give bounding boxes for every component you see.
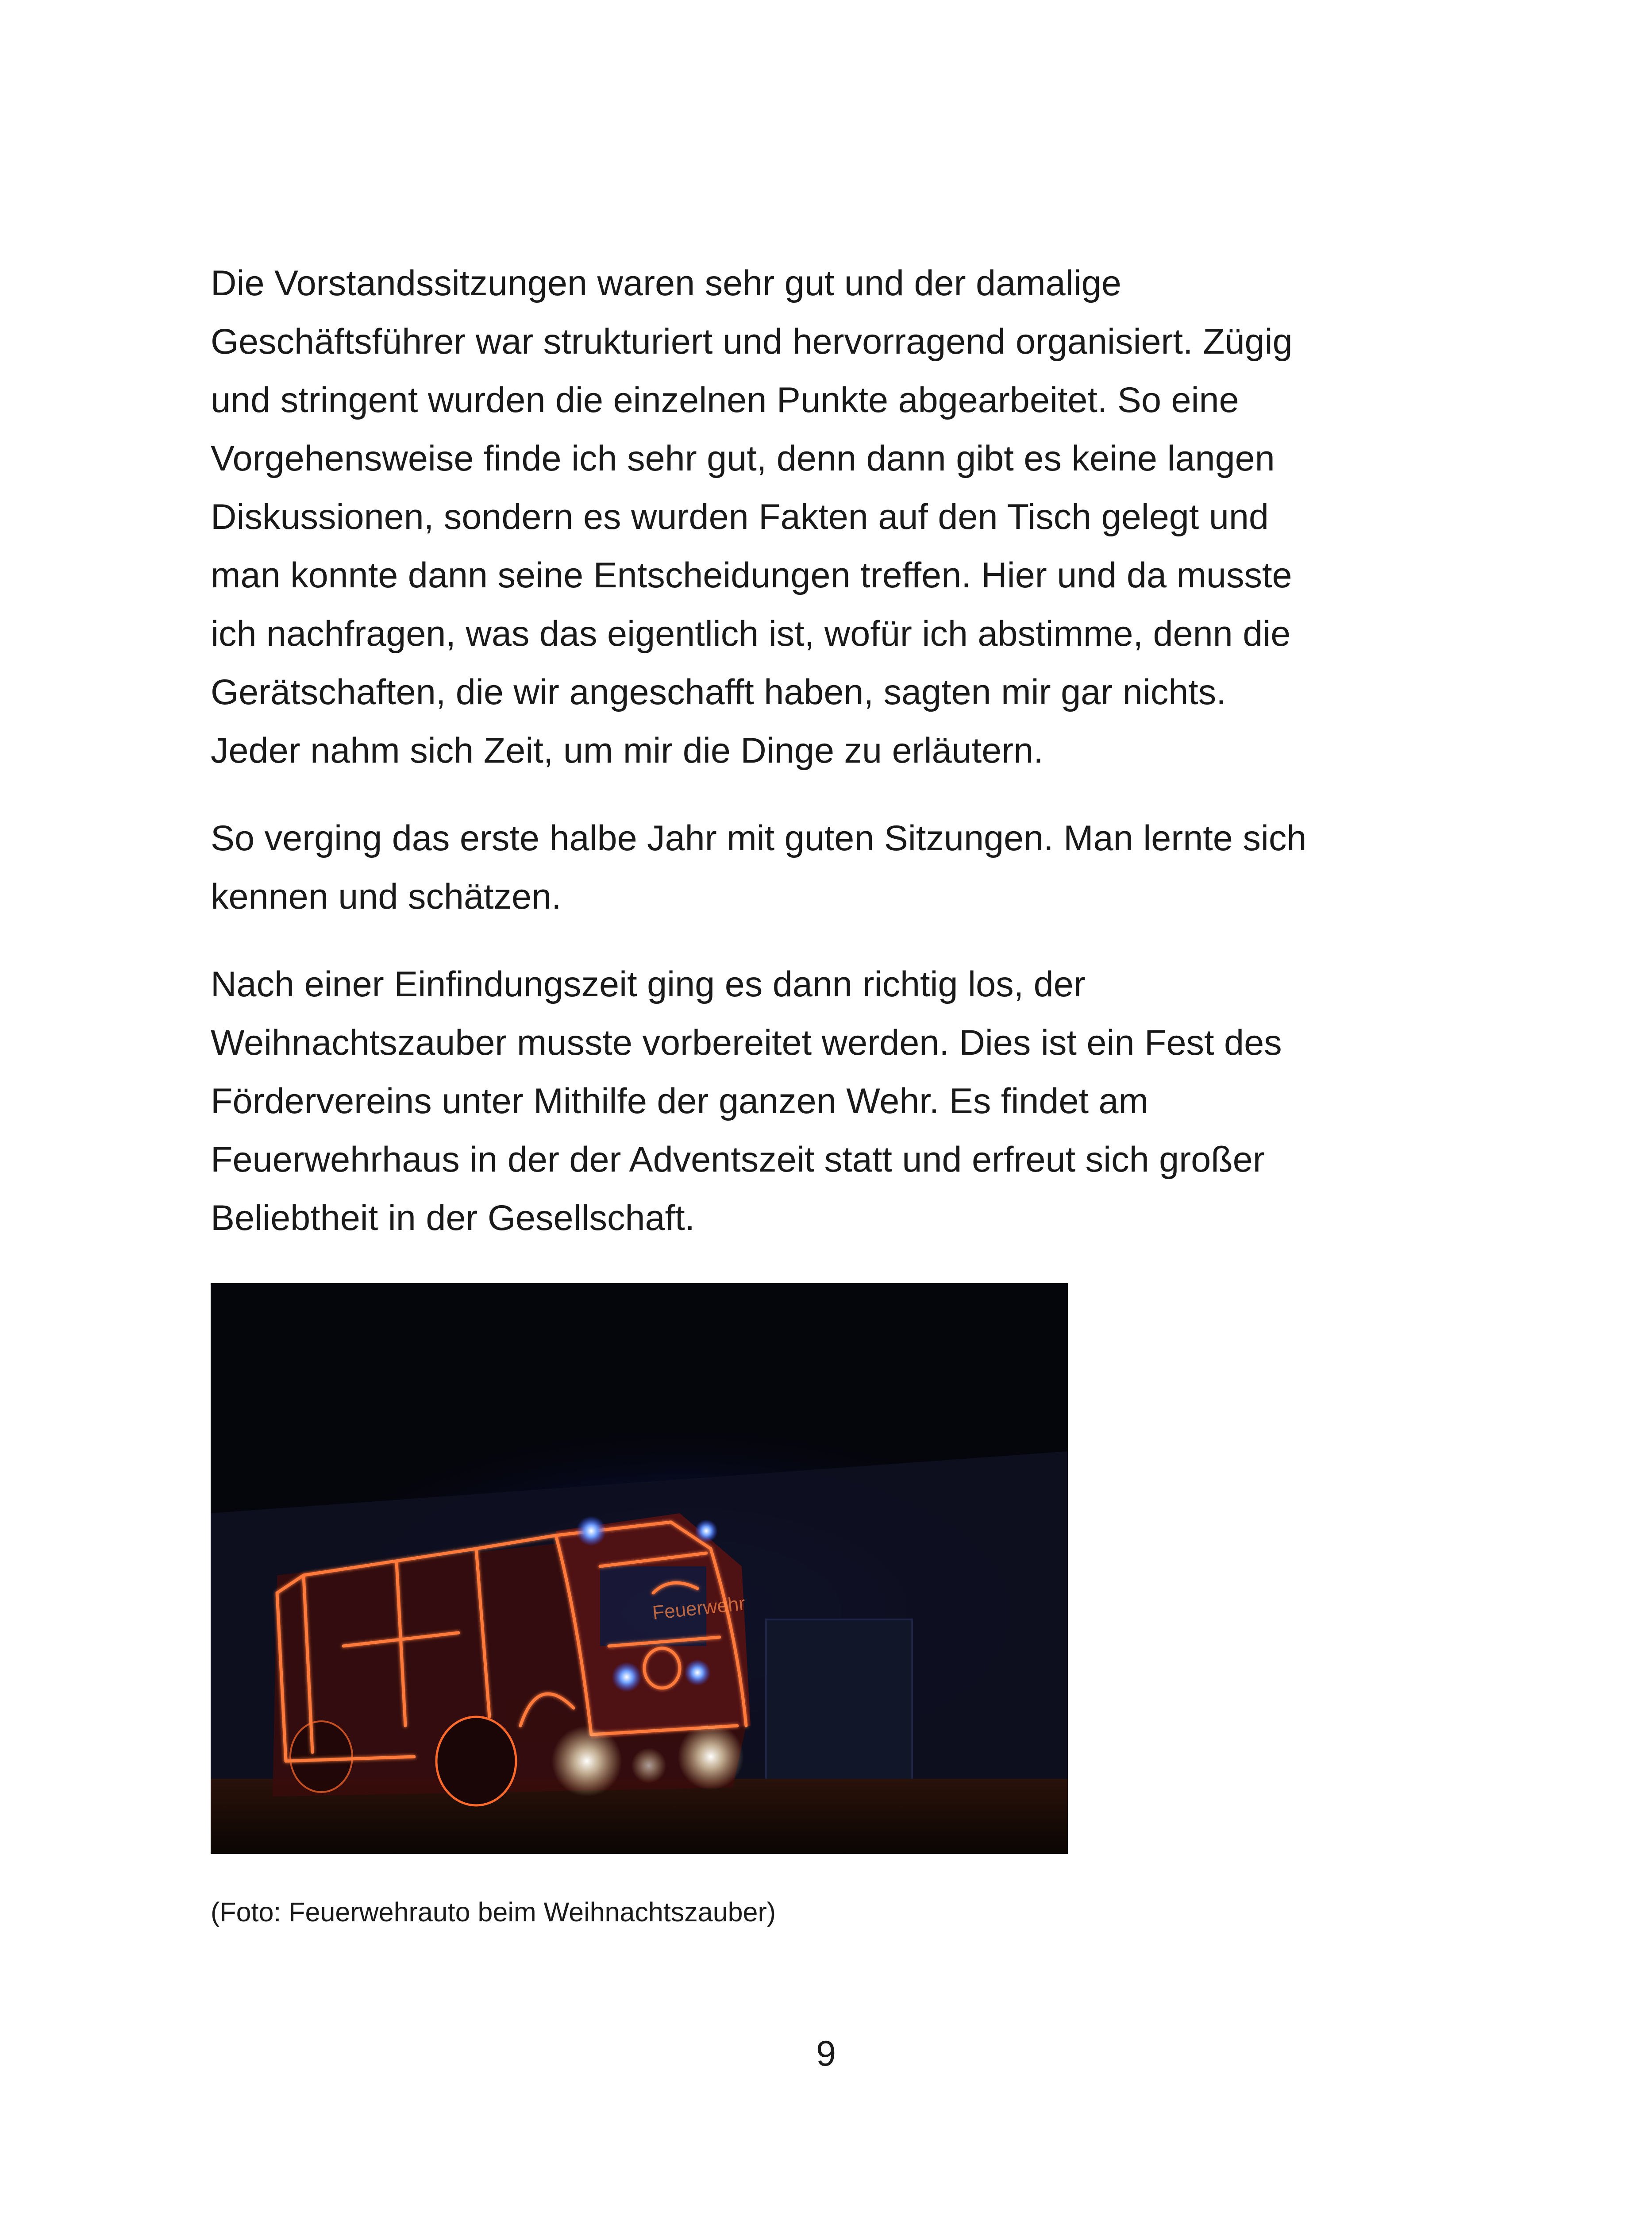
text-line: und stringent wurden die einzelnen Punkte abgearbeitet. So eine (211, 380, 1239, 420)
text-line: kennen und schätzen. (211, 877, 562, 917)
text-line: Diskussionen, sondern es wurden Fakten auf den Tisch gelegt und (211, 497, 1269, 537)
text-line: Geschäftsführer war strukturiert und hervorragend organisiert. Zügig (211, 322, 1293, 362)
text-line: Fördervereins unter Mithilfe der ganzen Wehr. Es findet am (211, 1081, 1149, 1121)
body-text (211, 254, 1450, 1247)
paragraph (211, 809, 1450, 926)
text-line: Weihnachtszauber musste vorbereitet werden. Dies ist ein Fest des (211, 1023, 1282, 1063)
text-line: Jeder nahm sich Zeit, um mir die Dinge zu erläutern. (211, 731, 1044, 771)
garage-door (766, 1619, 912, 1788)
text-line: Vorgehensweise finde ich sehr gut, denn dann gibt es keine langen (211, 439, 1275, 478)
text-line: Beliebtheit in der Gesellschaft. (211, 1198, 695, 1238)
fire-truck-photo (211, 1283, 1068, 1854)
text-line: Feuerwehrhaus in der der Adventszeit statt und erfreut sich großer (211, 1140, 1265, 1180)
text-line: So verging das erste halbe Jahr mit guten Sitzungen. Man lernte sich (211, 818, 1307, 858)
photo-caption: (Foto: Feuerwehrauto beim Weihnachtszauber) (211, 1897, 776, 1927)
text-line: ich nachfragen, was das eigentlich ist, wofür ich abstimme, denn die (211, 614, 1291, 654)
text-line: Gerätschaften, die wir angeschafft haben, sagten mir gar nichts. (211, 672, 1226, 712)
page-number: 9 (816, 2034, 836, 2074)
text-line: Die Vorstandssitzungen waren sehr gut und der damalige (211, 263, 1121, 303)
text-line: Nach einer Einfindungszeit ging es dann richtig los, der (211, 964, 1086, 1004)
text-line: man konnte dann seine Entscheidungen treffen. Hier und da musste (211, 555, 1292, 595)
paragraph (211, 254, 1450, 780)
paragraph (211, 955, 1450, 1247)
truck-lettering: Feuerwehr (651, 1592, 747, 1624)
